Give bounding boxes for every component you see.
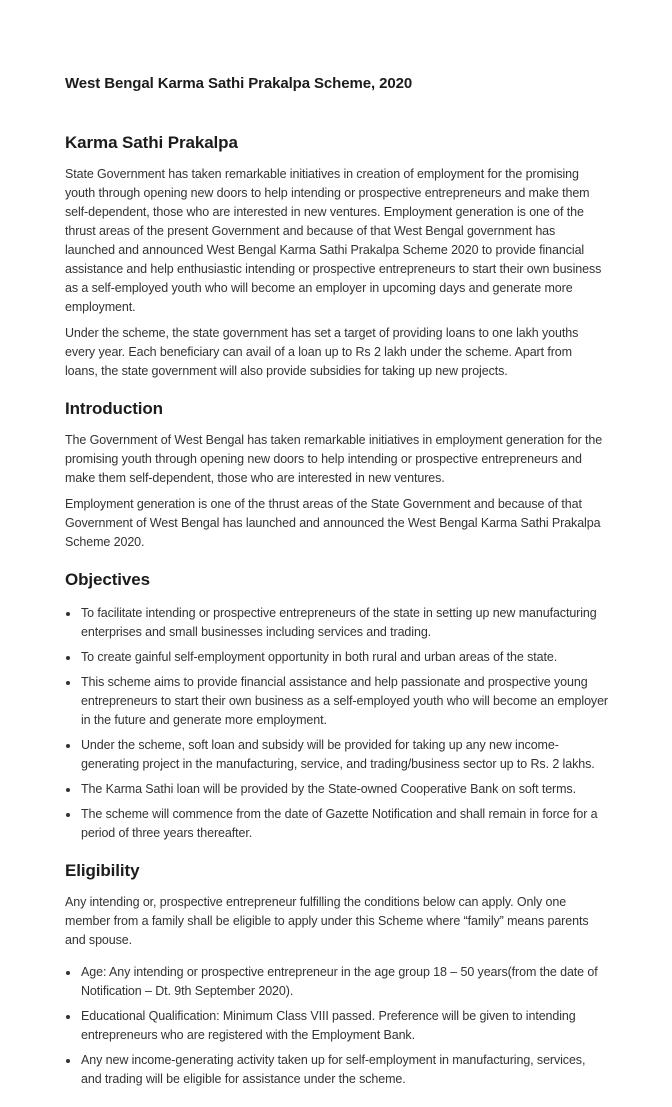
objective-item: • The Karma Sathi loan will be provided by the State-owned Cooperative Bank on soft terms. (80, 780, 608, 799)
objective-item: • The scheme will commence from the date of Gazette Notification and shall remain in force for a period of three years thereafter. (80, 805, 608, 843)
eligibility-item: • Educational Qualification: Minimum Class VIII passed. Preference will be given to intending entrepreneurs who are registered with the Employment Bank. (80, 1007, 608, 1045)
objectives-list (65, 604, 608, 843)
section-karma-sathi-prakalpa (65, 132, 608, 381)
eligibility-item: • Any new income-generating activity taken up for self-employment in manufacturing, services, and trading will be eligible for assistance under the scheme. (80, 1051, 608, 1089)
document-title: West Bengal Karma Sathi Prakalpa Scheme, 2020 (65, 75, 413, 92)
section-eligibility (65, 860, 608, 1089)
eligibility-item: • Age: Any intending or prospective entrepreneur in the age group 18 – 50 years(from the date of Notification – Dt. 9th September 2020). (80, 963, 608, 1001)
objective-item: • Under the scheme, soft loan and subsidy will be provided for taking up any new income-generating project in the manufacturing, service, and trading/business sector up to Rs. 2 lakhs. (80, 736, 608, 774)
section-introduction (65, 398, 608, 552)
objective-item: • To create gainful self-employment opportunity in both rural and urban areas of the state. (80, 648, 608, 667)
objective-item: • This scheme aims to provide financial assistance and help passionate and prospective young entrepreneurs to start their own business as a self-employed youth who will become an employer in the future and generate more employment. (80, 673, 608, 730)
karma-sathi-paragraph-2: Under the scheme, the state government has set a target of providing loans to one lakh youths every year. Each beneficiary can avail of a loan up to Rs 2 lakh under the scheme. Apart from loans, the state government will also provide subsidies for taking up new projects. (65, 326, 579, 378)
objective-item: • To facilitate intending or prospective entrepreneurs of the state in setting up new manufacturing enterprises and small businesses including services and trading. (80, 604, 608, 642)
introduction-paragraph-2: Employment generation is one of the thrust areas of the State Government and because of that Government of West Bengal has launched and announced the West Bengal Karma Sathi Prakalpa Scheme 2020. (65, 497, 601, 549)
karma-sathi-prakalpa-heading: Karma Sathi Prakalpa (65, 133, 238, 152)
introduction-paragraph-1: The Government of West Bengal has taken remarkable initiatives in employment generation for the promising youth through opening new doors to help intending or prospective entrepreneurs and make them self-dependent, those who are interested in new ventures. (65, 433, 603, 485)
eligibility-list (65, 963, 608, 1089)
section-objectives (65, 569, 608, 843)
introduction-heading: Introduction (65, 399, 163, 418)
eligibility-paragraph: Any intending or, prospective entrepreneur fulfilling the conditions below can apply. Only one member from a family shall be eligible to apply under this Scheme where “family” means parents and spouse. (65, 895, 589, 947)
eligibility-heading: Eligibility (65, 861, 140, 880)
objectives-heading: Objectives (65, 570, 150, 589)
karma-sathi-paragraph-1: State Government has taken remarkable initiatives in creation of employment for the promising youth through opening new doors to help intending or prospective entrepreneurs and make them self-dependent, those who are interested in new ventures. Employment generation is one of the thrust areas of the present Government and because of that West Bengal government has launched and announced West Bengal Karma Sathi Prakalpa Scheme 2020 to provide financial assistance and help enthusiastic intending or prospective entrepreneurs to start their own business as a self-employed youth who will become an employer in upcoming days and generate more employment. (65, 167, 602, 314)
